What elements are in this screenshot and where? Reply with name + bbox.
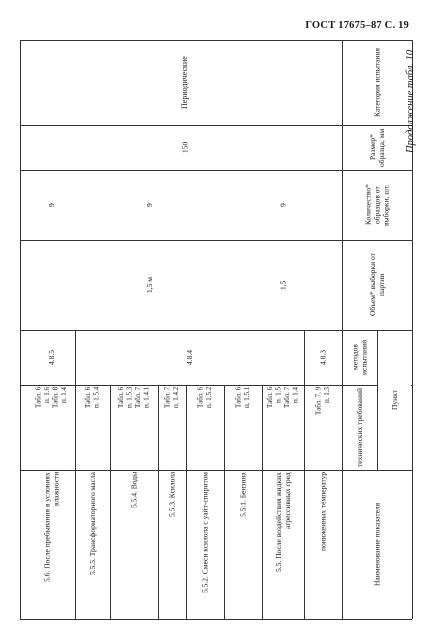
merged-volume-top: 1,5	[278, 280, 288, 290]
row-name: 5.5.3. Ксилола	[167, 472, 177, 518]
header-category: Категория испытания	[372, 48, 382, 117]
table-rule	[20, 619, 412, 620]
merged-size: 150	[180, 141, 190, 154]
row-methods: 4.8.3	[318, 350, 328, 365]
row-tech: Табл. 7, 9 п. 1.3	[314, 387, 331, 416]
merged-category: Периодические	[180, 56, 190, 109]
row-name: пониженных температур	[318, 472, 328, 552]
row-name: 5.5.2. Смеси ксилола с уайт-спиритом	[200, 472, 210, 593]
merged-methods-5-5: 4.8.4	[185, 350, 194, 365]
row-name: 5.5.5. Трансформаторного масла	[88, 472, 97, 576]
row-tech: Табл. 6 п. 1.5.4	[84, 387, 101, 409]
header-methods: методов испытаний	[350, 339, 369, 376]
header-size: Размер* образца, мм	[368, 128, 386, 167]
rotated-grid	[20, 40, 412, 620]
row-tech: Табл. 6 п. 1.5.1	[234, 387, 251, 409]
row-tech: Табл. 7 п. 1.4.2	[163, 387, 180, 409]
header-count: Количество* образцов от выборки, шт.	[363, 184, 391, 226]
row-count: 9	[47, 203, 56, 207]
header-punkt: Пункт	[390, 390, 399, 411]
row-tech: Табл. 6 п. 1.5.2	[196, 387, 213, 409]
row-tech: Табл. 6 п. 1.5.3 Табл. 7 п. 1.4.1	[117, 387, 151, 409]
header-name: Наименование показателя	[372, 502, 382, 587]
page-header: ГОСТ 17675–87 С. 19	[305, 20, 409, 31]
row-methods: 4.8.5	[47, 350, 56, 365]
header-tech: технических требований	[355, 388, 364, 468]
continuation-label: Продолжение табл. 10	[405, 50, 416, 154]
merged-volume-mid: 1,5 м	[145, 277, 154, 293]
row-name: 5.6. После пребывания в условиях влажности	[42, 472, 61, 582]
row-name: 5.5.1. Бензина	[238, 472, 248, 517]
row-tech: Табл. 6 п. 1.5 Табл. 7 п. 1.4	[266, 387, 300, 409]
merged-count-mid: 9	[145, 203, 154, 207]
header-volume: Объем* выборки от партии	[368, 253, 386, 317]
row-name: 5.5.4. Воды	[129, 472, 139, 509]
merged-count-top: 9	[278, 203, 288, 207]
row-tech: Табл. 6 п. 1.6 Табл. 8 п. 1.4	[34, 387, 68, 409]
row-name: 5.5. После воздействия жидких агрессивных сред	[274, 472, 292, 572]
